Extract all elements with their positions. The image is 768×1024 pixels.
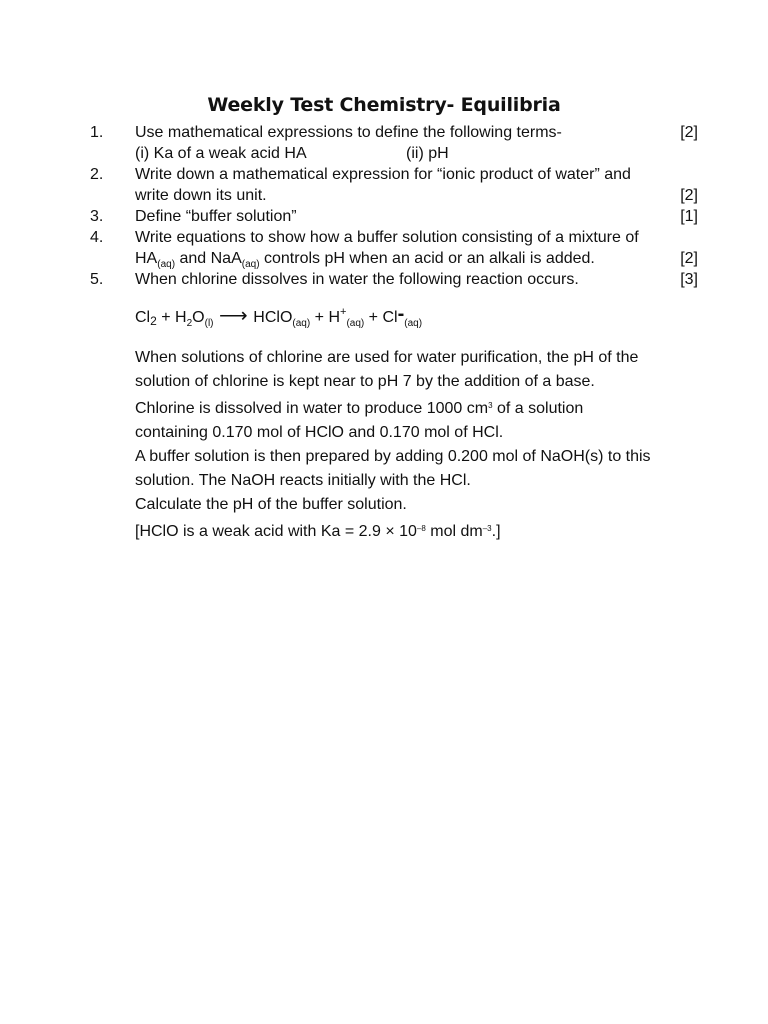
paragraph-line: solution. The NaOH reacts initially with the HCl. [135, 472, 471, 489]
equation-text: $Cl2 + H_2O_{(l)}$ ⟶ HClO$_{(aq)}$ + $H^+_{(aq)} + Cl-_{(aq)}$ [135, 303, 423, 329]
question-text: write down its unit. [135, 187, 267, 204]
question-marks: [2] [680, 187, 698, 204]
paragraph-line: Chlorine is dissolved in water to produce 1000 $cm^3$ of a solution [135, 400, 584, 417]
paragraph-line: When solutions of chlorine are used for water purification, the pH of the [135, 349, 639, 366]
question-number: 4. [90, 229, 104, 246]
paragraph-line: Calculate the pH of the buffer solution. [135, 496, 407, 513]
paragraph-line: solution of chlorine is kept near to pH 7 by the addition of a base. [135, 373, 595, 390]
question-number: 2. [90, 166, 104, 183]
question-text: Write down a mathematical expression for “ionic product of water” and [135, 166, 631, 183]
question-marks: [2] [680, 124, 698, 141]
question-text: Write equations to show how a buffer solution consisting of a mixture of [135, 229, 639, 246]
question-text: When chlorine dissolves in water the following reaction occurs. [135, 271, 579, 288]
question-marks: [3] [680, 271, 698, 288]
question-text: $HA_{(aq)}$ and NaA$_{(aq)}$ controls pH when an acid or an alkali is added. [135, 250, 595, 270]
question-number: 3. [90, 208, 104, 225]
question-text: Use mathematical expressions to define the following terms- [135, 124, 562, 141]
question-5-body [135, 346, 715, 544]
question-text: Define “buffer solution” [135, 208, 297, 225]
question-marks: [2] [680, 250, 698, 267]
subpart-ii: (ii) pH [406, 145, 449, 162]
paragraph-line: [HClO is a weak acid with $Ka = 2.9 \times 10^{-8}$ mol $dm^{-3}$.] [135, 523, 501, 540]
question-number: 5. [90, 271, 104, 288]
reaction-arrow: ⟶ [213, 305, 254, 327]
page-title: Weekly Test Chemistry- Equilibria [207, 94, 561, 116]
question-number: 1. [90, 124, 104, 141]
paragraph-line: A buffer solution is then prepared by adding 0.200 mol of NaOH(s) to this [135, 448, 651, 465]
question-marks: [1] [680, 208, 698, 225]
subpart-i: (i) Ka of a weak acid HA [135, 145, 307, 162]
paragraph-line: containing 0.170 mol of HClO and 0.170 mol of HCl. [135, 424, 504, 441]
